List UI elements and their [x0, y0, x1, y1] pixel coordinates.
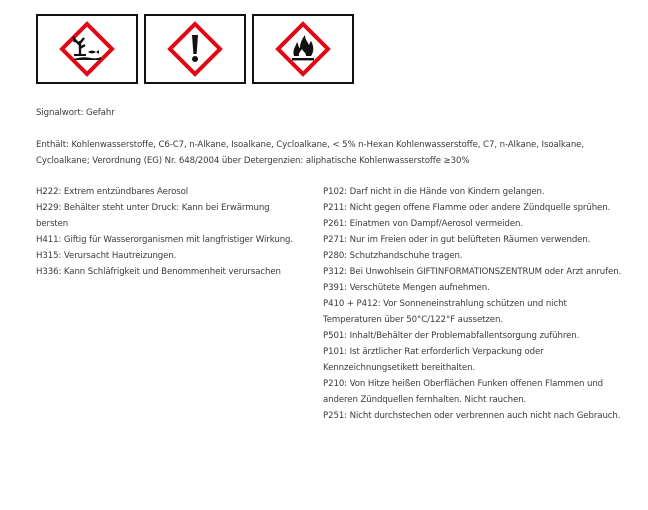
hazard-statement: H336: Kann Schläfrigkeit und Benommenheit verursachen [36, 267, 281, 277]
pictogram-exclamation [144, 14, 246, 84]
pictogram-environment [36, 14, 138, 84]
precautionary-statement: P210: Von Hitze heißen Oberflächen Funken offenen Flammen und anderen Zündquellen fernhalten. Nicht rauchen. [323, 379, 604, 405]
signal-word: Signalwort: Gefahr [36, 108, 115, 118]
precautionary-statement: P391: Verschütete Mengen aufnehmen. [323, 283, 490, 293]
hazard-statement: H315: Verursacht Hautreizungen. [36, 251, 177, 261]
pictogram-flame [252, 14, 354, 84]
ghs02-flame-icon [275, 21, 331, 77]
hazard-statement: H411: Giftig für Wasserorganismen mit langfristiger Wirkung. [36, 235, 294, 245]
precautionary-statement: P102: Darf nicht in die Hände von Kindern gelangen. [323, 187, 545, 197]
hazard-statements-list [36, 184, 298, 280]
hazard-pictograms [36, 14, 354, 84]
precautionary-statement: P211: Nicht gegen offene Flamme oder andere Zündquelle sprühen. [323, 203, 611, 213]
precautionary-statements-list [323, 184, 623, 424]
precautionary-statement: P410 + P412: Vor Sonneneinstrahlung schützen und nicht Temperaturen über 50°C/122°F aussetzen. [323, 299, 567, 325]
precautionary-statement: P251: Nicht durchstechen oder verbrennen auch nicht nach Gebrauch. [323, 411, 621, 421]
precautionary-statement: P261: Einatmen von Dampf/Aerosol vermeiden. [323, 219, 523, 229]
precautionary-statement: P101: Ist ärztlicher Rat erforderlich Verpackung oder Kennzeichnungsetikett bereithalten. [323, 347, 544, 373]
precautionary-statement: P271: Nur im Freien oder in gut belüfteten Räumen verwenden. [323, 235, 591, 245]
hazard-statement: H222: Extrem entzündbares Aerosol [36, 187, 189, 197]
precautionary-statement: P280: Schutzhandschuhe tragen. [323, 251, 463, 261]
hazard-statement: H229: Behälter steht unter Druck: Kann bei Erwärmung bersten [36, 203, 270, 229]
ingredients-text: Enthält: Kohlenwasserstoffe, C6-C7, n-Alkane, Isoalkane, Cycloalkane, < 5% n-Hexan Kohlenwasserstoffe, C7, n-Alkane, Isoalkane, Cycloalkane; Verordnung (EG) Nr. 648/2004 über Detergenzien: aliphatische Kohlenwasserstoffe ≥30% [36, 140, 584, 166]
ghs07-exclamation-icon [167, 21, 223, 77]
precautionary-statement: P312: Bei Unwohlsein GIFTINFORMATIONSZENTRUM oder Arzt anrufen. [323, 267, 622, 277]
ghs09-environment-icon [59, 21, 115, 77]
precautionary-statement: P501: Inhalt/Behälter der Problemabfallentsorgung zuführen. [323, 331, 580, 341]
